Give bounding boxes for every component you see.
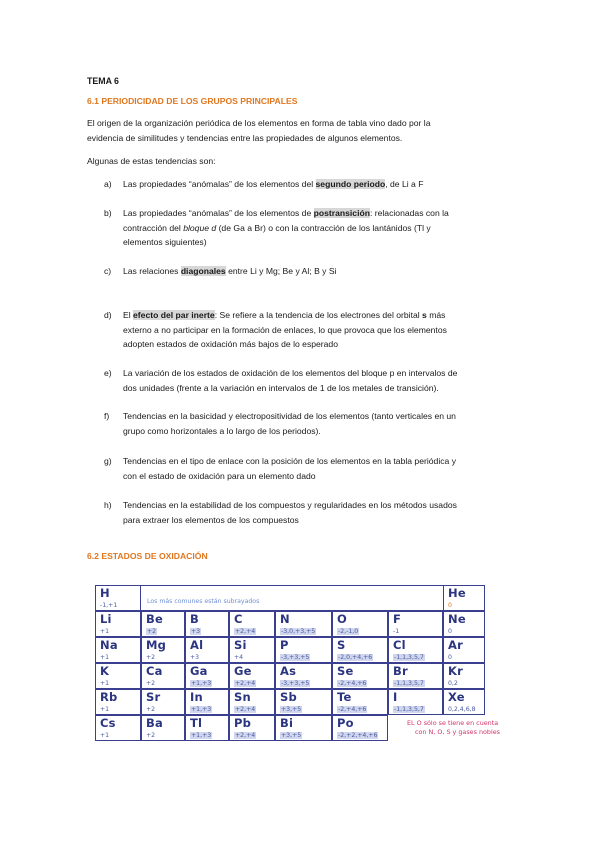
element-symbol: Be: [146, 612, 163, 626]
item-c-text: Las relaciones diagonales entre Li y Mg; Be y Al; B y Si: [123, 266, 337, 276]
element-cell-bi: [275, 715, 332, 741]
item-h-text: Tendencias en la estabilidad de los compuestos y regularidades en los métodos usados para extraer los elementos de los compuestos: [123, 500, 457, 525]
oxidation-states: -2,-1,0: [338, 628, 359, 635]
oxidation-states: +2,+4: [235, 628, 256, 635]
oxidation-states: -1,+1: [100, 602, 118, 609]
oxidation-states: +1,+3: [191, 680, 212, 687]
document-title: TEMA 6: [87, 76, 119, 86]
element-cell-n: [275, 611, 332, 637]
section-1-heading: 6.1 PERIODICIDAD DE LOS GRUPOS PRINCIPALES: [87, 96, 298, 106]
element-cell-k: [95, 663, 141, 689]
element-symbol: C: [234, 612, 243, 626]
element-cell-f: [388, 611, 443, 637]
oxidation-states: +1: [100, 706, 110, 713]
oxidation-states: -3,+3,+5: [281, 654, 310, 661]
oxygen-note: EL O sólo se tiene en cuenta con N, O, S y gases nobles: [407, 719, 500, 736]
element-symbol: Si: [234, 638, 247, 652]
element-cell-s: [332, 637, 388, 663]
element-cell-te: [332, 689, 388, 715]
element-symbol: Kr: [448, 664, 463, 678]
item-c-label: c): [104, 266, 112, 276]
item-f-text: Tendencias en la basicidad y electropositividad de los elementos (tanto verticales en un grupo como horizontales a lo largo de los periodos).: [123, 411, 456, 436]
element-cell-al: [185, 637, 229, 663]
oxidation-states: +2: [146, 680, 156, 687]
oxidation-states: 0: [448, 602, 452, 609]
oxidation-states: +3: [191, 628, 201, 635]
element-cell-ga: [185, 663, 229, 689]
section-2-heading: 6.2 ESTADOS DE OXIDACIÓN: [87, 551, 208, 561]
oxidation-states: -2,+2,+4,+6: [338, 732, 378, 739]
element-symbol: Te: [337, 690, 352, 704]
element-symbol: He: [448, 586, 466, 600]
element-symbol: Ge: [234, 664, 252, 678]
oxidation-states: +2: [147, 628, 157, 635]
element-symbol: Po: [337, 716, 354, 730]
element-symbol: Ga: [190, 664, 208, 678]
item-b-label: b): [104, 208, 112, 218]
oxidation-states: -1,1,3,5,7: [394, 680, 424, 687]
element-cell-i: [388, 689, 443, 715]
element-cell-br: [388, 663, 443, 689]
element-cell-cl: [388, 637, 443, 663]
oxidation-states: +1,+3: [191, 706, 212, 713]
element-symbol: Xe: [448, 690, 465, 704]
element-cell-as: [275, 663, 332, 689]
element-symbol: N: [280, 612, 290, 626]
element-symbol: In: [190, 690, 203, 704]
trends-lead: Algunas de estas tendencias son:: [87, 156, 216, 166]
element-cell-b: [185, 611, 229, 637]
element-cell-h: [95, 585, 141, 611]
element-cell-be: [141, 611, 185, 637]
oxidation-states: +1: [100, 654, 110, 661]
oxidation-states: +3,+5: [281, 732, 302, 739]
element-symbol: Sn: [234, 690, 251, 704]
common-states-note: Los más comunes están subrayados: [147, 598, 260, 605]
element-cell-p: [275, 637, 332, 663]
element-cell-kr: [443, 663, 485, 689]
element-cell-na: [95, 637, 141, 663]
item-g-label: g): [104, 456, 112, 466]
oxidation-states: 0: [448, 628, 452, 635]
element-cell-tl: [185, 715, 229, 741]
oxidation-states: +2,+4: [235, 732, 256, 739]
element-cell-ba: [141, 715, 185, 741]
item-b-text: Las propiedades “anómalas” de los elementos de postransición: relacionadas con la contracción del bloque d (de Ga a Br) o con la contracción de los lantánidos (Tl y elementos siguientes): [123, 208, 449, 247]
oxidation-states: -2,+4,+6: [338, 680, 367, 687]
element-cell-ca: [141, 663, 185, 689]
oxidation-states: +1,+3: [191, 732, 212, 739]
element-cell-si: [229, 637, 275, 663]
oxidation-states: -1: [393, 628, 400, 635]
oxidation-states: -2,+4,+6: [338, 706, 367, 713]
oxidation-states: 0: [448, 654, 452, 661]
element-symbol: Pb: [234, 716, 252, 730]
element-symbol: Cl: [393, 638, 406, 652]
element-cell-o: [332, 611, 388, 637]
oxidation-states: 0,2,4,6,8: [448, 706, 476, 713]
element-cell-mg: [141, 637, 185, 663]
element-symbol: Ar: [448, 638, 463, 652]
oxidation-states: +2: [146, 732, 156, 739]
item-d-label: d): [104, 310, 112, 320]
oxidation-states: -1,1,3,5,7: [394, 654, 424, 661]
oxidation-states: +2: [146, 706, 156, 713]
intro-line-2: evidencia de similitudes y tendencias entre las propiedades de algunos elementos.: [87, 133, 403, 143]
oxidation-states: +4: [234, 654, 244, 661]
element-symbol: Ca: [146, 664, 163, 678]
element-symbol: Mg: [146, 638, 167, 652]
element-cell-sb: [275, 689, 332, 715]
element-cell-se: [332, 663, 388, 689]
element-symbol: S: [337, 638, 346, 652]
element-symbol: Bi: [280, 716, 294, 730]
element-cell-po: [332, 715, 388, 741]
element-cell-ne: [443, 611, 485, 637]
element-symbol: Br: [393, 664, 408, 678]
oxidation-states: +1: [100, 680, 110, 687]
element-cell-sr: [141, 689, 185, 715]
oxidation-states: +2: [146, 654, 156, 661]
oxidation-states: +2,+4: [235, 680, 256, 687]
intro-line-1: El origen de la organización periódica de los elementos en forma de tabla vino dado por la: [87, 118, 431, 128]
element-symbol: Tl: [190, 716, 203, 730]
element-cell-c: [229, 611, 275, 637]
oxidation-states: -3,0,+3,+5: [281, 628, 316, 635]
element-cell-rb: [95, 689, 141, 715]
item-e-label: e): [104, 368, 112, 378]
element-symbol: H: [100, 586, 110, 600]
element-symbol: Se: [337, 664, 354, 678]
element-cell-cs: [95, 715, 141, 741]
element-cell-ge: [229, 663, 275, 689]
element-symbol: Rb: [100, 690, 118, 704]
oxidation-states: -2,0,+4,+6: [338, 654, 373, 661]
element-cell-ar: [443, 637, 485, 663]
element-cell-he: [443, 585, 485, 611]
item-e-text: La variación de los estados de oxidación de los elementos del bloque p en intervalos de dos unidades (frente a la variación en intervalos de 1 de los metales de transición).: [123, 368, 458, 393]
element-symbol: B: [190, 612, 199, 626]
element-cell-in: [185, 689, 229, 715]
oxidation-states: +3,+5: [281, 706, 302, 713]
element-symbol: Ne: [448, 612, 466, 626]
element-symbol: F: [393, 612, 402, 626]
element-cell-li: [95, 611, 141, 637]
oxidation-states: +3: [190, 654, 200, 661]
element-symbol: K: [100, 664, 110, 678]
item-g-text: Tendencias en el tipo de enlace con la posición de los elementos en la tabla periódica y con el estado de oxidación para un elemento dado: [123, 456, 456, 481]
oxidation-states: -1,1,3,5,7: [394, 706, 424, 713]
element-symbol: I: [393, 690, 398, 704]
element-symbol: Sb: [280, 690, 297, 704]
oxidation-states: +1: [100, 732, 110, 739]
item-h-label: h): [104, 500, 112, 510]
item-a-label: a): [104, 179, 112, 189]
item-f-label: f): [104, 411, 110, 421]
element-symbol: Ba: [146, 716, 163, 730]
element-symbol: Li: [100, 612, 112, 626]
item-d-text: El efecto del par inerte: Se refiere a la tendencia de los electrones del orbital s más externo a no participar en la formación de enlaces, lo que provoca que los elementos adopten estados de oxidación más bajos de lo esperado: [123, 310, 447, 349]
element-symbol: O: [337, 612, 347, 626]
element-symbol: As: [280, 664, 297, 678]
item-a-text: Las propiedades “anómalas” de los elementos del segundo periodo, de Li a F: [123, 179, 424, 189]
element-symbol: Sr: [146, 690, 161, 704]
element-cell-xe: [443, 689, 485, 715]
oxidation-states: -3,+3,+5: [281, 680, 310, 687]
element-symbol: Na: [100, 638, 118, 652]
element-symbol: Al: [190, 638, 204, 652]
oxidation-states: 0,2: [448, 680, 458, 687]
oxidation-states: +1: [100, 628, 110, 635]
element-symbol: Cs: [100, 716, 116, 730]
element-cell-sn: [229, 689, 275, 715]
element-symbol: P: [280, 638, 289, 652]
element-cell-pb: [229, 715, 275, 741]
oxidation-states: +2,+4: [235, 706, 256, 713]
